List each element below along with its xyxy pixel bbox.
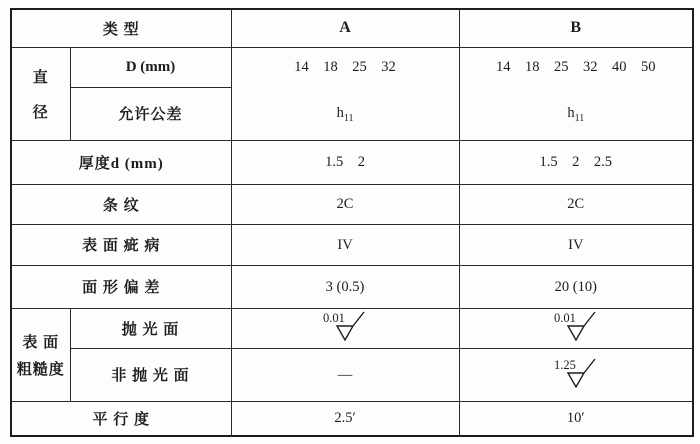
form-deviation-row (11, 265, 693, 308)
surface-roughness-icon (551, 358, 601, 392)
form-deviation-label: 面 形 偏 差 (82, 280, 161, 296)
form-deviation-b-cell (459, 265, 693, 308)
polished-a-cell (231, 308, 459, 348)
thickness-label: 厚度d (mm) (78, 155, 164, 172)
diameter-group-line2: 径 (32, 104, 49, 121)
polished-b-value: 0.01 (553, 311, 576, 325)
unpolished-label: 非 抛 光 面 (111, 368, 190, 384)
type-header-label: 类 型 (102, 21, 140, 38)
surface-defects-a-value: IV (337, 236, 353, 253)
unpolished-b-cell (459, 348, 693, 401)
diameter-b-values: 14 18 25 32 40 50 (496, 59, 656, 75)
stripes-a-cell (231, 184, 459, 224)
stripes-b-value: 2C (567, 196, 585, 212)
surface-roughness-icon (551, 311, 601, 345)
surface-defects-label: 表 面 疵 病 (82, 238, 161, 254)
tolerance-label: 允许公差 (118, 107, 183, 124)
column-b-label: B (570, 19, 582, 37)
stripes-label-cell (11, 184, 231, 224)
stripes-b-cell (459, 184, 693, 224)
stripes-a-value: 2C (336, 196, 354, 212)
roughness-group-line2: 粗糙度 (16, 361, 65, 378)
diameter-a-cell (231, 47, 459, 140)
surface-defects-b-cell (459, 224, 693, 265)
parallelism-a-cell (231, 401, 459, 436)
form-deviation-label-cell (11, 265, 231, 308)
tolerance-a-value: $h_{11}$ (336, 105, 354, 124)
thickness-b-values: 1.5 2 2.5 (539, 154, 613, 170)
unpolished-a-value: — (337, 366, 353, 383)
parallelism-label-cell (11, 401, 231, 436)
form-deviation-a-cell (231, 265, 459, 308)
surface-roughness-icon (320, 311, 370, 345)
type-header-cell (11, 9, 231, 47)
thickness-b-cell (459, 140, 693, 184)
column-a-header-cell (231, 9, 459, 47)
column-b-header-cell (459, 9, 693, 47)
roughness-group-cell (11, 308, 70, 401)
diameter-group-cell (11, 47, 70, 140)
parallelism-row (11, 401, 693, 436)
diameter-d-row (11, 47, 693, 87)
unpolished-b-value: 1.25 (553, 357, 576, 372)
polished-label-cell (70, 308, 231, 348)
unpolished-a-cell (231, 348, 459, 401)
tolerance-label-cell (70, 87, 231, 140)
surface-defects-row (11, 224, 693, 265)
parallelism-a-value: 2.5′ (334, 410, 356, 427)
thickness-label-cell (11, 140, 231, 184)
polished-row (11, 308, 693, 348)
diameter-b-cell (459, 47, 693, 140)
diameter-a-values: 14 18 25 32 (294, 59, 396, 75)
diameter-group-line1: 直 (32, 69, 49, 86)
polished-b-cell (459, 308, 693, 348)
thickness-a-cell (231, 140, 459, 184)
header-row (11, 9, 693, 47)
parallelism-b-cell (459, 401, 693, 436)
parallelism-label: 平 行 度 (92, 411, 151, 428)
d-label-cell (70, 47, 231, 87)
thickness-a-values: 1.5 2 (325, 154, 365, 170)
form-deviation-a-value: 3 (0.5) (325, 278, 365, 295)
surface-defects-a-cell (231, 224, 459, 265)
roughness-group-line1: 表 面 (22, 334, 60, 351)
form-deviation-b-value: 20 (10) (554, 278, 597, 295)
optical-spec-table (10, 8, 694, 437)
surface-defects-b-value: IV (568, 236, 584, 253)
d-label: D (mm) (125, 59, 176, 76)
stripes-row (11, 184, 693, 224)
parallelism-b-value: 10′ (566, 410, 585, 427)
unpolished-row (11, 348, 693, 401)
polished-label: 抛 光 面 (121, 321, 180, 338)
polished-a-value: 0.01 (323, 311, 345, 325)
column-a-label: A (339, 19, 351, 37)
tolerance-b-value: $h_{11}$ (567, 105, 585, 124)
surface-defects-label-cell (11, 224, 231, 265)
thickness-row (11, 140, 693, 184)
unpolished-label-cell (70, 348, 231, 401)
stripes-label: 条 纹 (102, 197, 140, 214)
